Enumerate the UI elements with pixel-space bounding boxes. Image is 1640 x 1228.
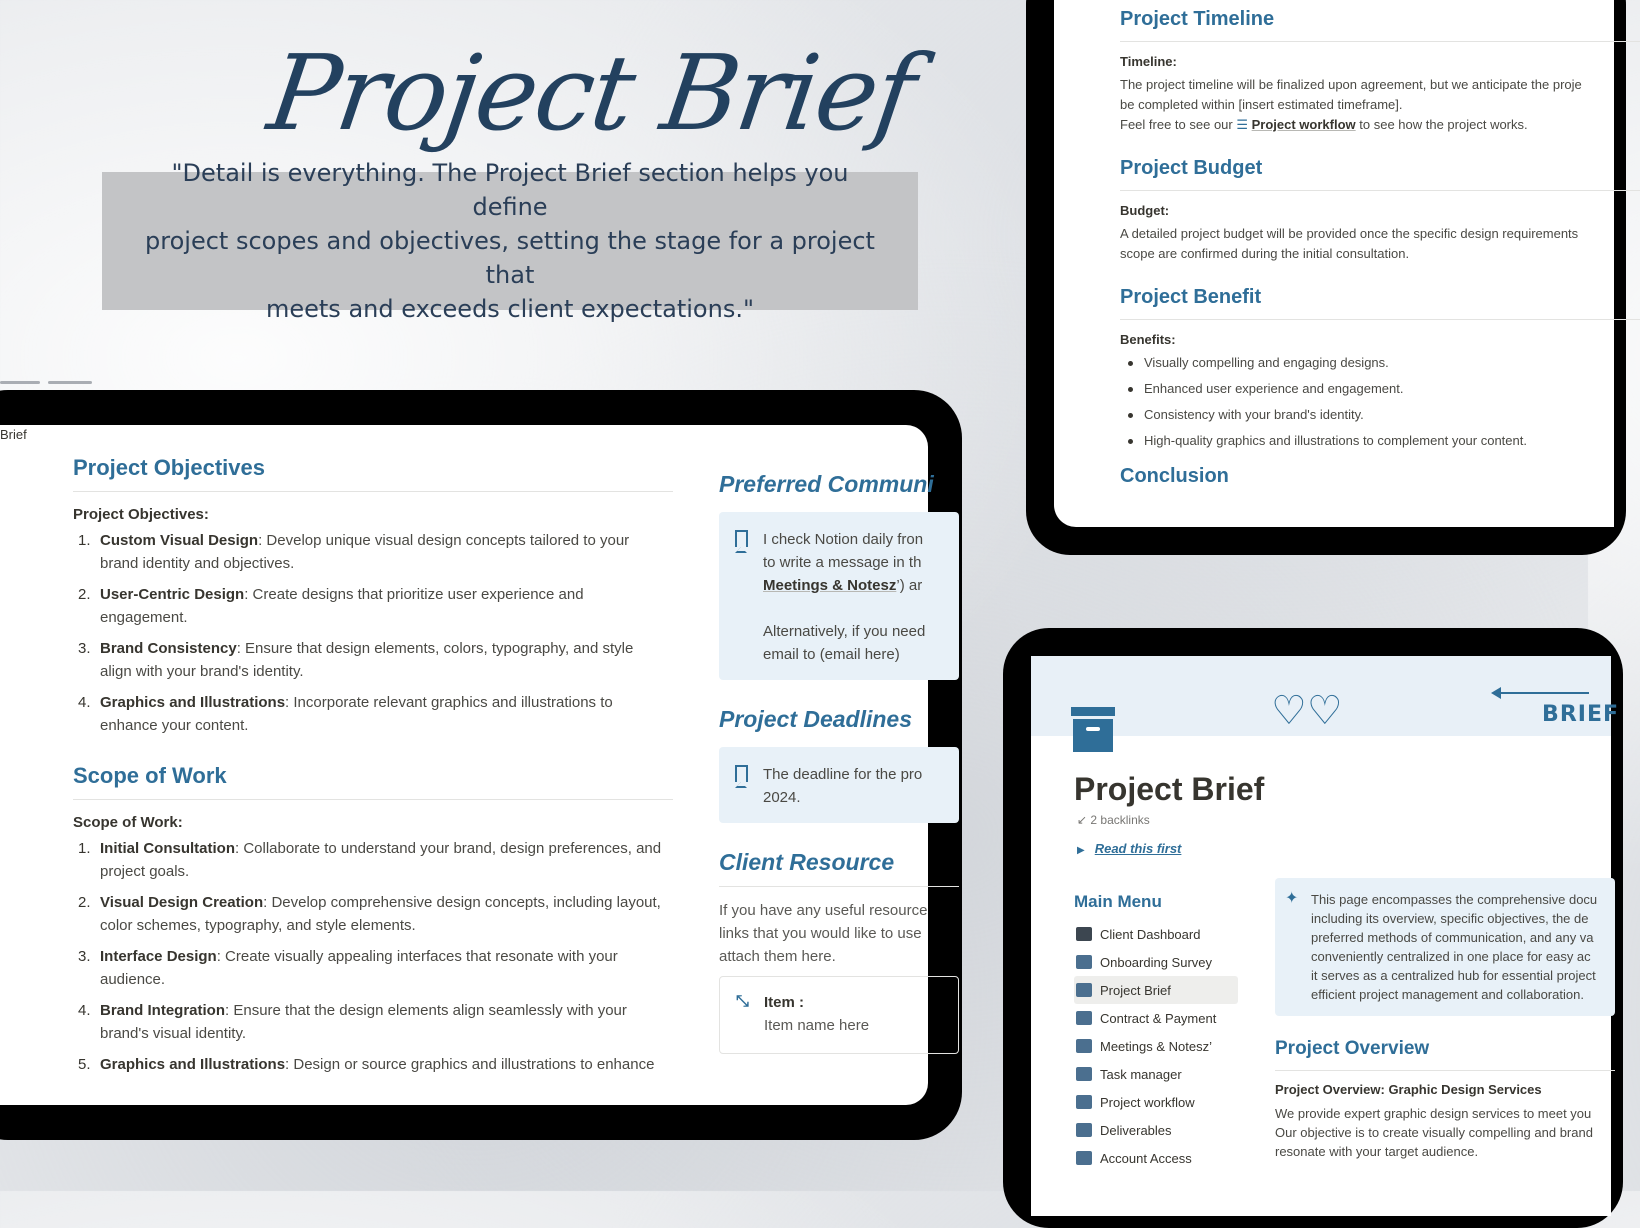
deliverables-icon	[1076, 1123, 1092, 1137]
notes-icon	[1076, 1039, 1092, 1053]
benefit-list	[1120, 353, 1640, 451]
benefit-label: Benefits:	[1120, 332, 1176, 347]
item-value: Item name here	[764, 1017, 870, 1034]
survey-icon	[1076, 955, 1092, 969]
workflow-icon	[1076, 1095, 1092, 1109]
callout-text: conveniently centralized in one place for easy ac	[1311, 949, 1591, 964]
callout-text: to write a message in th	[763, 554, 922, 571]
cover-text: BRIEF	[1542, 702, 1619, 727]
page-title: Project Brief	[1074, 771, 1265, 807]
benefit-section	[1120, 286, 1640, 451]
read-first-toggle[interactable]: ▶ Read this first	[1077, 841, 1182, 856]
expand-icon[interactable]: ⤡	[736, 993, 749, 1010]
conclusion-heading: Conclusion	[1120, 465, 1229, 487]
quote-line: meets and exceeds client expectations."	[265, 295, 754, 323]
scope-label: Scope of Work:	[73, 814, 183, 831]
callout-text: efficient project management and collaboration.	[1311, 987, 1584, 1002]
hero-title: Project Brief	[261, 32, 922, 154]
callout-text: preferred methods of communication, and any va	[1311, 930, 1594, 945]
budget-label: Budget:	[1120, 203, 1170, 218]
callout-text: I check Notion daily fron	[763, 531, 924, 548]
timeline-text: Feel free to see our ☰ Project workflow to see how the project works.	[1120, 117, 1528, 132]
overview-text: We provide expert graphic design services to meet you Our objective is to create visually compelling and brand resonate with your target audience.	[1275, 1106, 1593, 1159]
list-item: 4. Graphics and Illustrations: Incorporate relevant graphics and illustrations to enhance your content.	[78, 694, 613, 734]
list-item: Visually compelling and engaging designs.	[1120, 353, 1640, 373]
main-content	[73, 455, 673, 1102]
menu-item-account-access[interactable]: Account Access	[1074, 1144, 1238, 1172]
side-column	[719, 471, 959, 1054]
timeline-label: Timeline:	[1120, 54, 1177, 69]
quote-text	[132, 156, 888, 326]
overview-heading: Project Overview	[1275, 1038, 1615, 1071]
list-item: 4. Brand Integration: Ensure that the design elements align seamlessly with your brand's visual identity.	[78, 1002, 627, 1042]
resource-text: attach them here.	[719, 948, 836, 965]
timeline-heading: Project Timeline	[1120, 8, 1640, 42]
list-item: 1. Initial Consultation: Collaborate to understand your brand, design preferences, and project goals.	[78, 840, 662, 880]
brief-icon	[1076, 983, 1092, 997]
list-item: 1. Custom Visual Design: Develop unique visual design concepts tailored to your brand identity and objectives.	[78, 532, 630, 572]
list-item: 5. Graphics and Illustrations: Design or source graphics and illustrations to enhance	[78, 1056, 655, 1073]
communication-heading: Preferred Communi	[719, 471, 934, 497]
tablet-screen-bottom-right	[1031, 656, 1619, 1216]
callout-text: 2024.	[763, 789, 801, 806]
list-item: 3. Interface Design: Create visually appealing interfaces that resonate with your audience.	[78, 948, 618, 988]
menu-item-meetings-notes[interactable]: Meetings & Notesz’	[1074, 1032, 1238, 1060]
resource-text: If you have any useful resource	[719, 902, 928, 919]
benefit-heading: Project Benefit	[1120, 286, 1640, 320]
budget-section	[1120, 157, 1640, 264]
cover-banner	[1031, 656, 1619, 736]
quote-box	[102, 159, 918, 323]
arrow-decoration-icon	[1493, 692, 1589, 694]
account-icon	[1076, 1151, 1092, 1165]
archive-box-icon[interactable]	[1071, 707, 1115, 752]
scope-heading: Scope of Work	[73, 763, 673, 800]
menu-item-deliverables[interactable]: Deliverables	[1074, 1116, 1238, 1144]
objectives-heading: Project Objectives	[73, 455, 673, 492]
contract-icon	[1076, 1011, 1092, 1025]
objectives-list	[73, 529, 673, 737]
project-workflow-link[interactable]: Project workflow	[1251, 117, 1356, 132]
callout-text: The deadline for the pro	[763, 766, 923, 783]
list-item: Consistency with your brand's identity.	[1120, 405, 1640, 425]
main-menu-heading: Main Menu	[1074, 892, 1162, 911]
breadcrumb[interactable]: Brief	[0, 427, 27, 442]
main-content	[1120, 8, 1640, 510]
communication-callout	[719, 512, 959, 680]
hearts-decoration-icon: ♡♡	[1271, 689, 1343, 733]
deadline-callout	[719, 747, 959, 823]
briefcase-icon	[1076, 1067, 1092, 1081]
main-menu	[1074, 892, 1238, 1172]
resource-heading: Client Resource	[719, 849, 959, 887]
item-label: Item :	[764, 994, 805, 1011]
callout-text: This page encompasses the comprehensive docu	[1311, 892, 1598, 907]
objectives-label: Project Objectives:	[73, 506, 209, 523]
budget-heading: Project Budget	[1120, 157, 1640, 191]
resource-item-card[interactable]	[719, 976, 959, 1054]
list-item: High-quality graphics and illustrations to complement your content.	[1120, 431, 1640, 451]
list-item: 3. Brand Consistency: Ensure that design elements, colors, typography, and style align with your brand's identity.	[78, 640, 634, 680]
callout-text: it serves as a centralized hub for essential project	[1311, 968, 1596, 983]
backlinks[interactable]: ↙ 2 backlinks	[1077, 813, 1150, 827]
menu-item-onboarding-survey[interactable]: Onboarding Survey	[1074, 948, 1238, 976]
toggle-triangle-icon[interactable]: ▶	[1077, 845, 1085, 856]
resource-text: links that you would like to use	[719, 925, 922, 942]
menu-item-client-dashboard[interactable]: Client Dashboard	[1074, 920, 1238, 948]
callout-text: email to (email here)	[763, 646, 900, 663]
dashboard-icon	[1076, 927, 1092, 941]
timeline-text: The project timeline will be finalized upon agreement, but we anticipate the proje	[1120, 77, 1582, 92]
menu-item-task-manager[interactable]: Task manager	[1074, 1060, 1238, 1088]
tablet-screen-left	[0, 425, 934, 1105]
bookmark-icon	[735, 765, 748, 782]
overview-label: Project Overview: Graphic Design Services	[1275, 1082, 1542, 1097]
sparkle-icon: ✦	[1285, 890, 1299, 907]
list-item: 2. User-Centric Design: Create designs that prioritize user experience and engagement.	[78, 586, 584, 626]
backlink-arrow-icon: ↙	[1077, 813, 1091, 827]
deadlines-heading: Project Deadlines	[719, 706, 913, 732]
bookmark-icon	[735, 530, 748, 547]
menu-item-project-brief[interactable]: Project Brief	[1074, 976, 1238, 1004]
list-item: Enhanced user experience and engagement.	[1120, 379, 1640, 399]
tablet-screen-top-right	[1054, 0, 1614, 527]
intro-callout	[1275, 878, 1615, 1016]
quote-line: "Detail is everything. The Project Brief section helps you define	[171, 159, 849, 221]
callout-text: including its overview, specific objectives, the de	[1311, 911, 1589, 926]
scope-list	[73, 837, 673, 1076]
callout-text: Meetings & Notesz’) ar	[763, 577, 923, 594]
divider	[0, 381, 40, 384]
list-item: 2. Visual Design Creation: Develop comprehensive design concepts, including layout, color schemes, typography, and style elements.	[78, 894, 661, 934]
menu-item-contract-payment[interactable]: Contract & Payment	[1074, 1004, 1238, 1032]
divider	[48, 381, 92, 384]
timeline-section	[1120, 8, 1640, 135]
budget-text: A detailed project budget will be provided once the specific design requirements	[1120, 226, 1579, 241]
callout-text: Alternatively, if you need	[763, 623, 926, 640]
timeline-text: be completed within [insert estimated timeframe].	[1120, 97, 1403, 112]
menu-item-project-workflow[interactable]: Project workflow	[1074, 1088, 1238, 1116]
budget-text: scope are confirmed during the initial consultation.	[1120, 246, 1410, 261]
quote-line: project scopes and objectives, setting the stage for a project that	[145, 227, 875, 289]
workflow-icon: ☰	[1236, 117, 1252, 132]
meetings-link[interactable]: Meetings & Notesz	[763, 577, 897, 594]
